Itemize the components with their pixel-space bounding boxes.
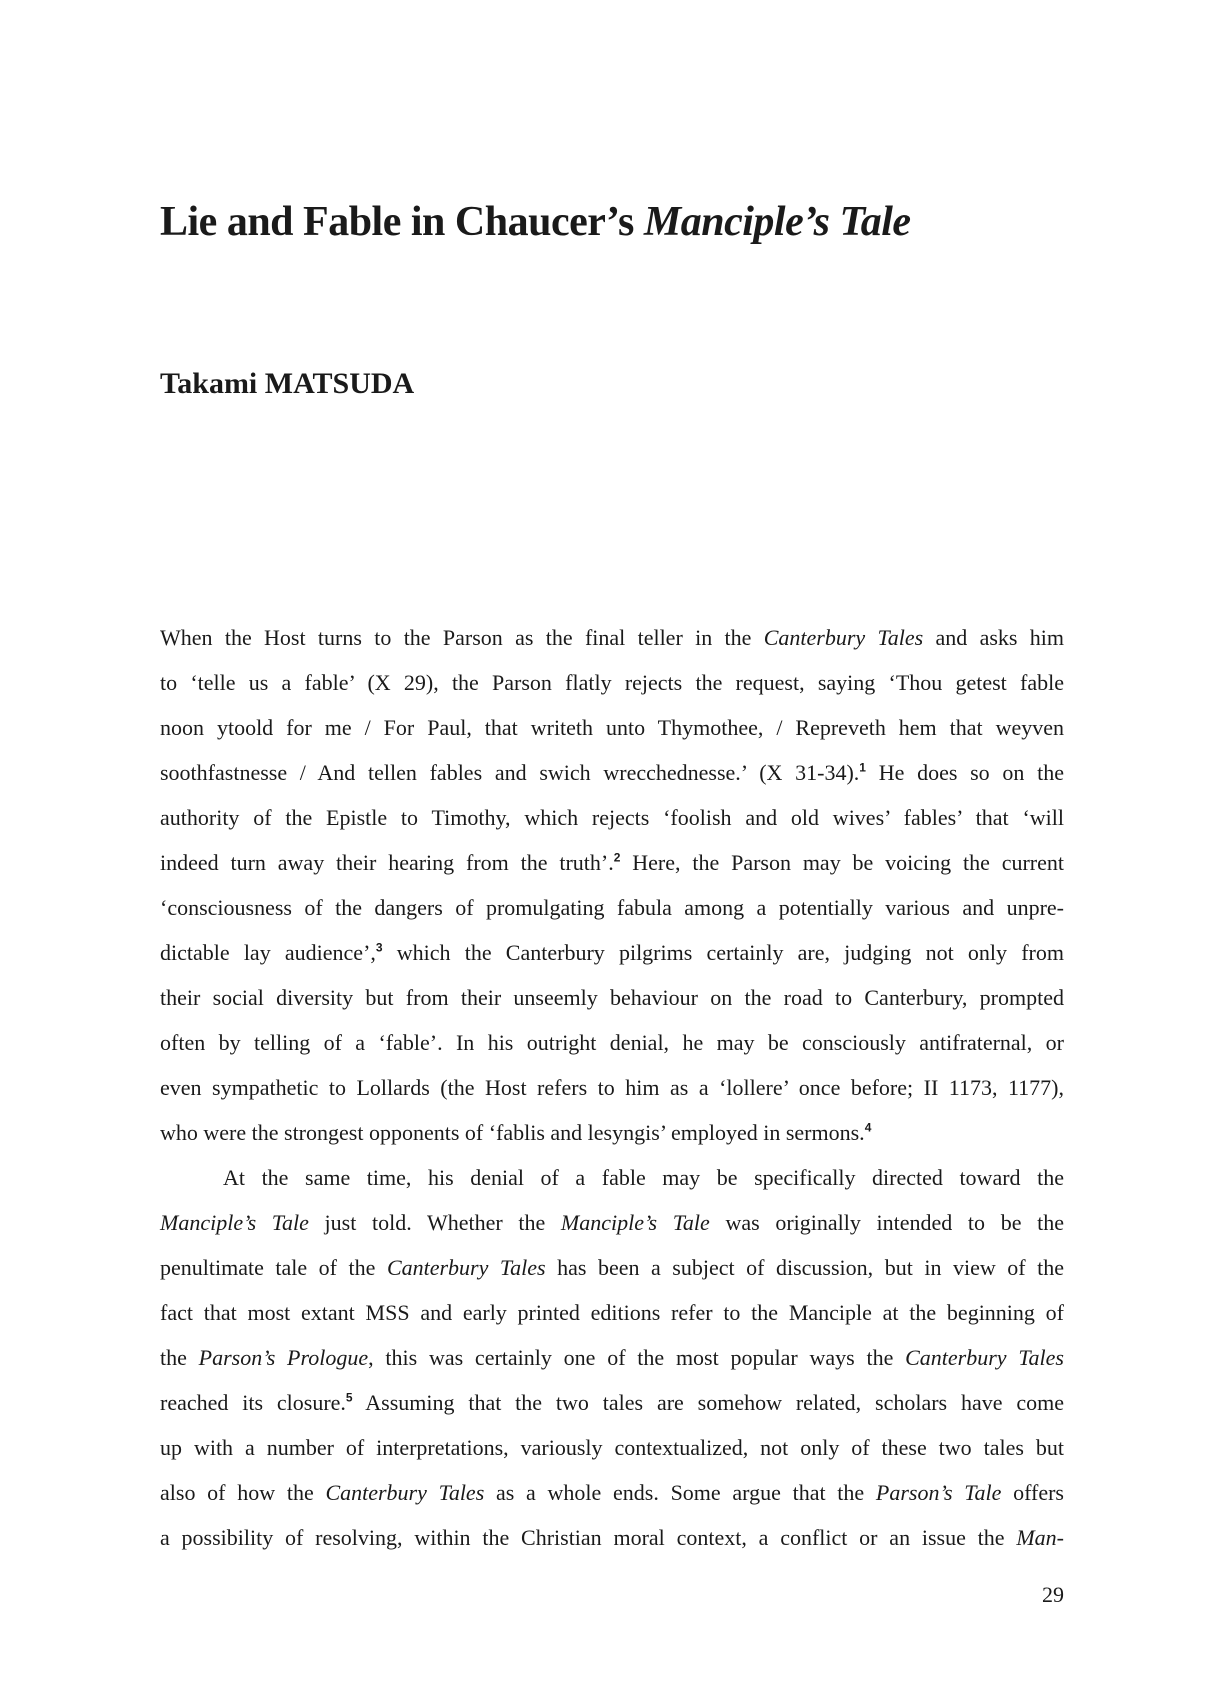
footnote-marker-5[interactable]: 5 (345, 1390, 353, 1405)
text-line: soothfastnesse / And tellen fables and swich wrecchednesse.’ (X 31-34).$^1$ He does so on the (160, 760, 1064, 785)
footnote-marker-3[interactable]: 3 (375, 940, 383, 955)
text-line: to ‘telle us a fable’ (X 29), the Parson flatly rejects the request, saying ‘Thou getest fable (160, 670, 1064, 695)
footnote-marker-4[interactable]: 4 (864, 1120, 872, 1135)
text-line: the Parson’s Prologue, this was certainly one of the most popular ways the Canterbury Tales (160, 1345, 1064, 1370)
text-line: also of how the Canterbury Tales as a whole ends. Some argue that the Parson’s Tale offers (160, 1480, 1064, 1505)
text-line: fact that most extant MSS and early printed editions refer to the Manciple at the beginning of (160, 1300, 1064, 1325)
article-title-italic: Manciple’s Tale (643, 199, 911, 245)
footnote-marker-1[interactable]: 1 (859, 760, 866, 775)
text-line: noon ytoold for me / For Paul, that writeth unto Thymothee, / Repreveth hem that weyven (160, 715, 1064, 740)
text-line: Manciple’s Tale just told. Whether the Manciple’s Tale was originally intended to be the (160, 1210, 1064, 1235)
text-line: At the same time, his denial of a fable may be specifically directed toward the (223, 1165, 1064, 1190)
text-line: up with a number of interpretations, variously contextualized, not only of these two tales but (160, 1435, 1064, 1460)
text-line: a possibility of resolving, within the Christian moral context, a conflict or an issue the Man- (160, 1525, 1064, 1550)
page-number: 29 (1042, 1582, 1064, 1607)
text-line: penultimate tale of the Canterbury Tales has been a subject of discussion, but in view of the (160, 1255, 1065, 1280)
text-line: authority of the Epistle to Timothy, which rejects ‘foolish and old wives’ fables’ that ‘will (160, 805, 1064, 830)
text-line: When the Host turns to the Parson as the final teller in the Canterbury Tales and asks him (160, 625, 1064, 650)
body-text (160, 615, 1064, 1560)
article-title (160, 198, 911, 246)
author-name: Takami MATSUDA (160, 367, 415, 400)
text-line: reached its closure.$^5$ Assuming that the two tales are somehow related, scholars have come (160, 1390, 1065, 1415)
text-line: ‘consciousness of the dangers of promulgating fabula among a potentially various and unpre- (160, 895, 1064, 920)
text-line: often by telling of a ‘fable’. In his outright denial, he may be consciously antifraternal, or (160, 1030, 1064, 1055)
text-line: even sympathetic to Lollards (the Host refers to him as a ‘lollere’ once before; II 1173, 1177), (160, 1075, 1064, 1100)
text-line: their social diversity but from their unseemly behaviour on the road to Canterbury, prompted (160, 985, 1064, 1010)
footnote-marker-2[interactable]: 2 (613, 850, 621, 865)
text-line: indeed turn away their hearing from the truth’.$^2$ Here, the Parson may be voicing the current (160, 850, 1064, 875)
text-line: who were the strongest opponents of ‘fablis and lesyngis’ employed in sermons.$^4$ (160, 1120, 872, 1145)
article-title-main: Lie and Fable in Chaucer’s (160, 199, 644, 245)
text-line: dictable lay audience’,$^3$ which the Canterbury pilgrims certainly are, judging not only from (160, 940, 1064, 965)
